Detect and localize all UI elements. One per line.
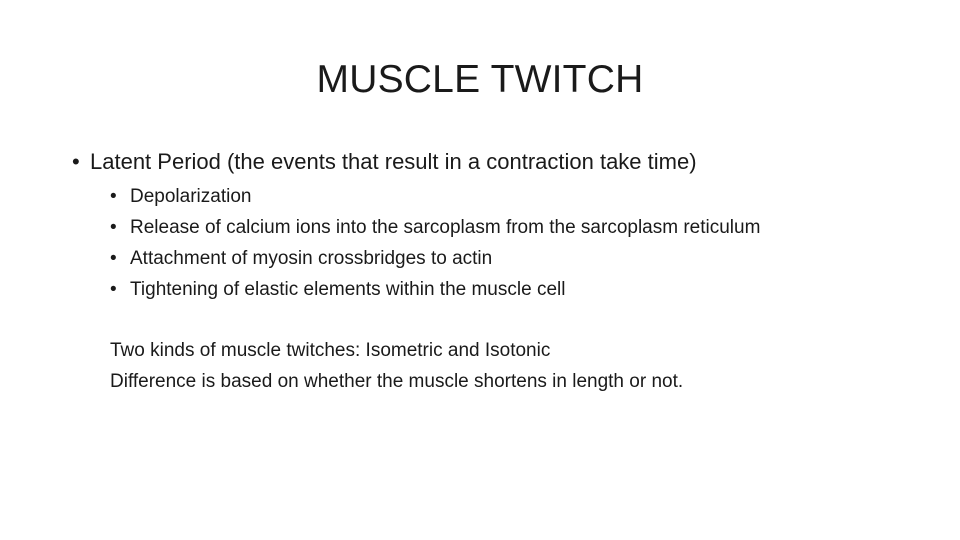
paragraph <box>110 335 683 397</box>
paragraph-line: Difference is based on whether the muscle shortens in length or not. <box>110 371 684 392</box>
list-item <box>110 274 760 305</box>
list-item <box>110 243 760 274</box>
bullet-icon: • <box>110 279 117 300</box>
sub-bullet-list <box>110 181 760 305</box>
main-bullet <box>72 146 697 178</box>
list-item <box>110 181 760 212</box>
main-bullet-text: Latent Period (the events that result in a contraction take time) <box>90 149 697 174</box>
bullet-icon: • <box>72 149 80 174</box>
bullet-icon: • <box>110 248 117 269</box>
bullet-icon: • <box>110 186 117 207</box>
sub-bullet-text: Tightening of elastic elements within the muscle cell <box>130 279 566 300</box>
bullet-icon: • <box>110 217 117 238</box>
sub-bullet-text: Release of calcium ions into the sarcoplasm from the sarcoplasm reticulum <box>130 217 761 238</box>
sub-bullet-text: Attachment of myosin crossbridges to actin <box>130 248 493 269</box>
slide-title: MUSCLE TWITCH <box>316 58 644 101</box>
sub-bullet-text: Depolarization <box>130 186 252 207</box>
paragraph-line: Two kinds of muscle twitches: Isometric and Isotonic <box>110 340 551 361</box>
list-item <box>110 212 760 243</box>
